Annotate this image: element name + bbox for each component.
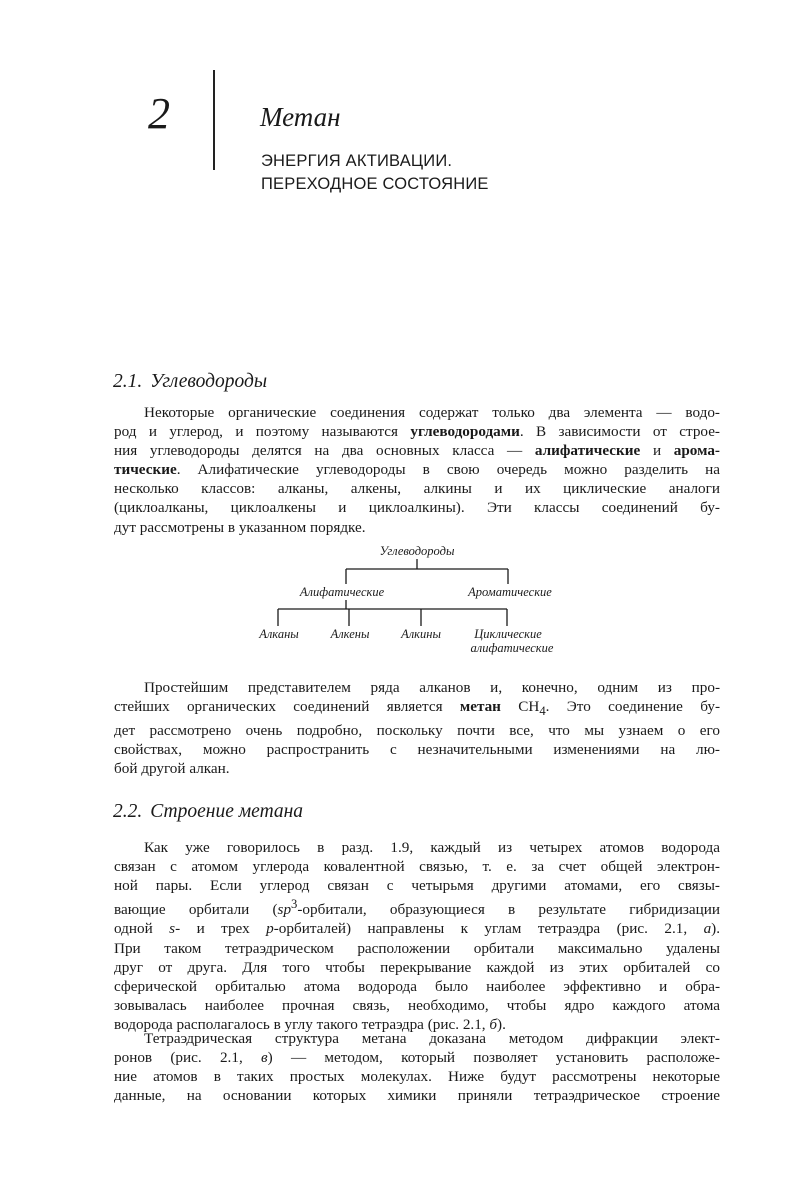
text-run: ). [497, 1015, 506, 1033]
diagram-node-cyclic: Циклические [474, 627, 542, 641]
diagram-node-hydrocarbons: Углеводороды [379, 544, 455, 558]
text-line [114, 1048, 720, 1067]
text-line: несколько классов: алканы, алкены, алкины и их циклические аналоги [114, 480, 720, 498]
diagram-node-aliphatic: Алифатические [299, 585, 385, 599]
term-s: s [169, 920, 176, 938]
text-line: свойствах, можно распространить с незначительными изменениями на лю- [114, 741, 720, 759]
text-line: Как уже говорилось в разд. 1.9, каждый из четырех атомов водорода [144, 839, 720, 856]
term-p: p [266, 920, 274, 938]
text-line: бой другой алкан. [114, 760, 230, 778]
text-run: ронов (рис. 2.1, [114, 1049, 262, 1067]
text-line [114, 895, 720, 919]
text-run: ) — методом, который позволяет установить расположе- [267, 1049, 720, 1067]
chapter-subtitle-line: ЭНЕРГИЯ АКТИВАЦИИ. [261, 152, 453, 170]
text-line [114, 697, 720, 721]
text-line: ние атомов в таких простых молекулах. Ниже будут рассмотрены некоторые [114, 1068, 720, 1086]
text-line: (циклоалканы, циклоалкены и циклоалкины). Эти классы соединений бу- [114, 499, 720, 517]
formula-ch: CH [500, 698, 540, 716]
text-run: -орбиталей) направлены к углам тетраэдра (рис. 2.1, [273, 920, 704, 938]
diagram-node-cyclic-line2: алифатические [470, 641, 554, 655]
formula-subscript: 4 [539, 704, 546, 719]
figure-ref-b: б [489, 1015, 498, 1033]
diagram-node-alkynes: Алкины [401, 627, 441, 641]
paragraph-methane-structure [114, 838, 720, 1034]
term-aliphatic: алифатические [534, 442, 641, 460]
term-sp: sp [277, 901, 292, 919]
term-aromatic: арома- [673, 442, 720, 460]
text-line: сферической орбиталью атома водорода было наиболее эффективно и обра- [114, 977, 720, 995]
text-line: Простейшим представителем ряда алканов и, конечно, одним из про- [144, 679, 720, 696]
chapter-subtitle-line: ПЕРЕХОДНОЕ СОСТОЯНИЕ [261, 175, 489, 193]
text-run: род и углерод, и поэтому называются [114, 423, 411, 441]
text-run: - и трех [175, 920, 267, 938]
text-line: связан с атомом углерода ковалентной связью, т. е. за счет общей электрон- [114, 858, 720, 876]
paragraph-methane-intro [114, 678, 720, 779]
text-run: . Это соединение бу- [545, 698, 721, 716]
diagram-node-aromatic: Ароматические [468, 585, 552, 599]
text-run: одной [114, 920, 170, 938]
section-title: Углеводороды [150, 371, 268, 392]
text-line: При таком тетраэдрическом расположении орбитали максимально удалены [114, 939, 720, 957]
section-number: 2.2. [113, 801, 143, 822]
text-line: Тетраэдрическая структура метана доказана методом дифракции элект- [144, 1030, 720, 1047]
figure-ref-v: в [261, 1049, 268, 1067]
chapter-title: Метан [260, 102, 341, 132]
diagram-node-alkenes: Алкены [330, 627, 370, 641]
section-heading-2-2 [113, 802, 303, 822]
text-run: водорода располагалось в углу такого тетраэдра (рис. 2.1, [114, 1015, 490, 1033]
text-line: дут рассмотрены в указанном порядке. [114, 518, 366, 536]
term-methane: метан [459, 698, 501, 716]
section-title: Строение метана [150, 801, 304, 822]
text-run: стейших органических соединений является [114, 698, 460, 716]
text-run: вающие орбитали ( [114, 901, 278, 919]
superscript: 3 [291, 897, 298, 912]
text-run: и [640, 442, 674, 460]
section-number: 2.1. [113, 371, 143, 392]
term-aromatic-cont: тические [114, 461, 177, 479]
text-run: . В зависимости от строе- [519, 423, 720, 441]
diagram-node-alkanes: Алканы [259, 627, 299, 641]
text-run: ). [711, 920, 721, 938]
text-line: зовывалась наиболее прочная связь, необходимо, чтобы ядро каждого атома [114, 996, 720, 1014]
figure-ref-a: а [703, 920, 712, 938]
text-run: ния углеводороды делятся на два основных класса — [114, 442, 535, 460]
chapter-number: 2 [148, 89, 170, 138]
text-run: -орбитали, образующиеся в результате гибридизации [297, 901, 720, 919]
text-line: Некоторые органические соединения содержат только два элемента — водо- [144, 404, 720, 421]
text-line: ной пары. Если углерод связан с четырьмя другими атомами, его связы- [114, 877, 720, 895]
text-line [114, 919, 720, 938]
text-run: . Алифатические углеводороды в свою очередь можно разделить на [176, 461, 720, 479]
term-hydrocarbons: углеводородами [410, 423, 520, 441]
text-line: данные, на основании которых химики приняли тетраэдрическое строение [114, 1087, 720, 1105]
text-line: друг от друга. Для того чтобы перекрывание каждой из этих орбиталей со [114, 958, 720, 976]
text-line: дет рассмотрено очень подробно, поскольку почти все, что мы узнаем о его [114, 722, 720, 740]
paragraph-electron-diffraction [114, 1029, 720, 1105]
